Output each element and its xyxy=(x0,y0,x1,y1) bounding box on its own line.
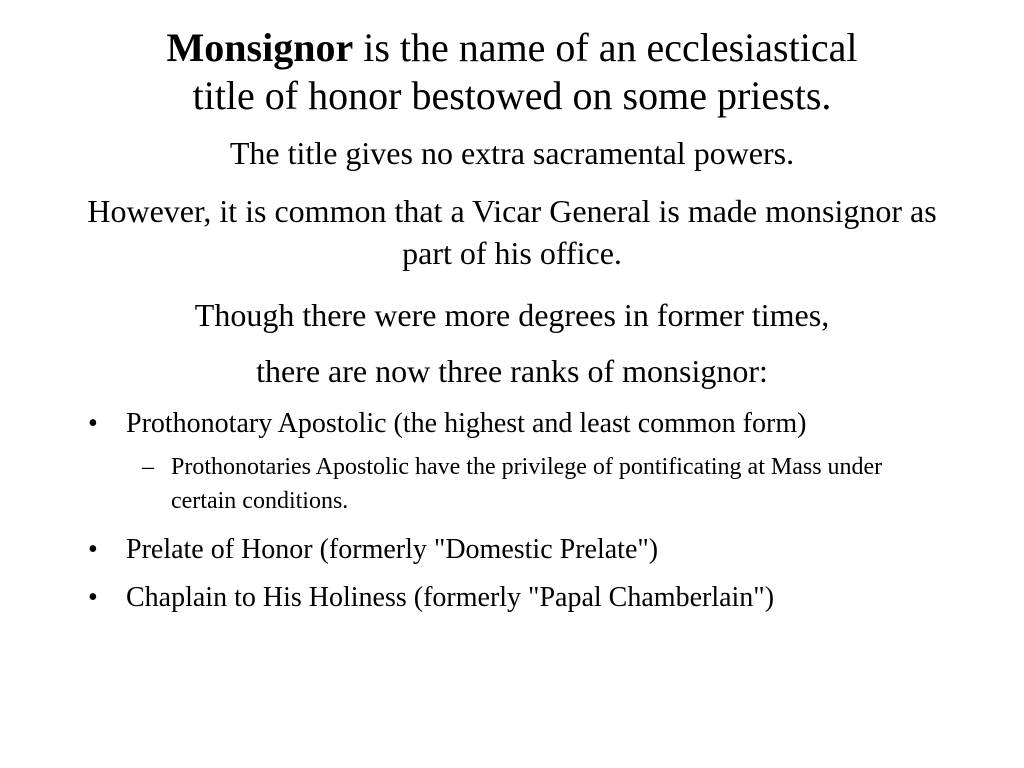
ranks-list xyxy=(0,404,1024,618)
sub-item-prothonotary-privilege xyxy=(0,450,1024,518)
bullet-marker: • xyxy=(88,534,98,565)
paragraph-former-degrees: Though there were more degrees in former times, xyxy=(194,297,830,333)
dash-marker: – xyxy=(142,454,154,480)
list-item-chaplain xyxy=(0,578,1024,618)
bullet-marker: • xyxy=(88,408,98,439)
bullet-marker: • xyxy=(88,582,98,613)
list-item-text: Prelate of Honor (formerly "Domestic Prelate") xyxy=(126,534,659,565)
title-bold-term: Monsignor xyxy=(166,25,354,70)
list-item-prothonotary xyxy=(0,404,1024,444)
list-item-text: Prothonotary Apostolic (the highest and least common form) xyxy=(126,408,807,439)
list-item-prelate-of-honor xyxy=(0,530,1024,570)
paragraph-three-ranks: there are now three ranks of monsignor: xyxy=(256,353,768,389)
title-text-line1: is the name of an ecclesiastical xyxy=(353,25,858,70)
title-text-line2: title of honor bestowed on some priests. xyxy=(192,73,832,118)
sub-item-text: Prothonotaries Apostolic have the privilege of pontificating at Mass under certain conditions. xyxy=(171,454,883,514)
paragraph-vicar-general: However, it is common that a Vicar General is made monsignor as part of his office. xyxy=(87,193,937,271)
list-item-text: Chaplain to His Holiness (formerly "Papal Chamberlain") xyxy=(126,582,775,613)
slide-title xyxy=(60,24,964,120)
paragraph-sacramental-powers: The title gives no extra sacramental powers. xyxy=(229,135,795,171)
